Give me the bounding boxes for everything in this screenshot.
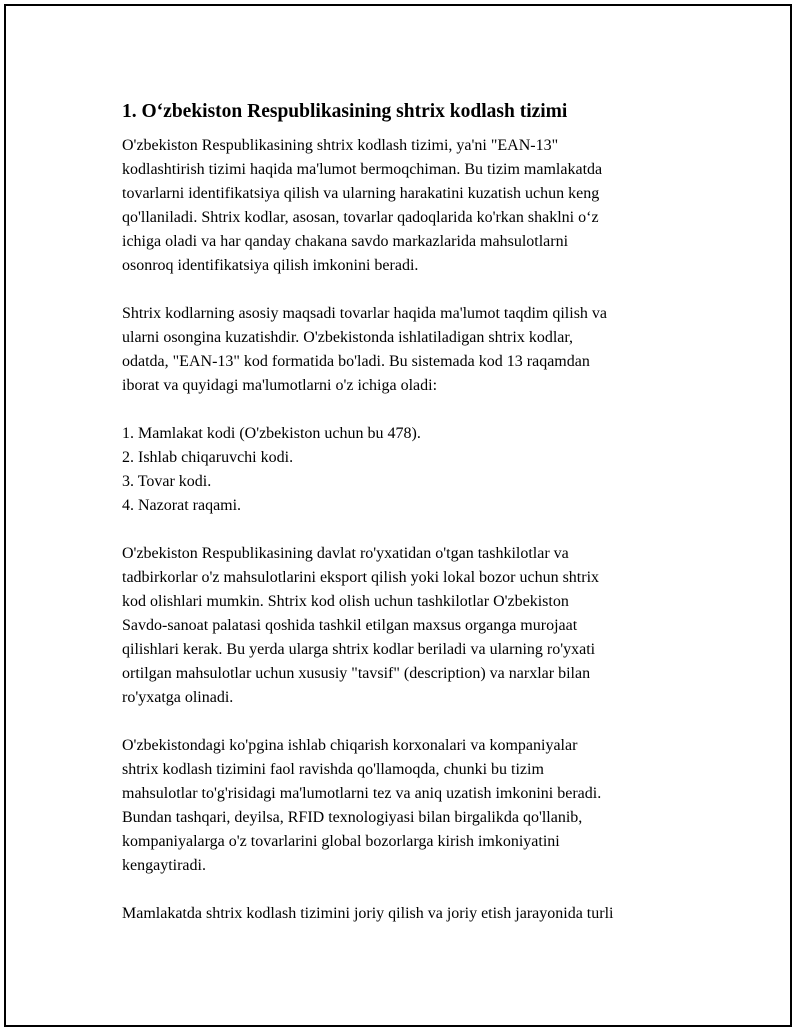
code-components-list: [122, 422, 722, 518]
text-line: qilishlari kerak. Bu yerda ularga shtrix kodlar beriladi va ularning ro'yxati: [122, 641, 596, 658]
text-line: kompaniyalarga o'z tovarlarini global bozorlarga kirish imkoniyatini: [122, 833, 560, 850]
document-body: [122, 99, 722, 950]
list-item: 4. Nazorat raqami.: [122, 497, 242, 514]
text-line: kodlashtirish tizimi haqida ma'lumot bermoqchiman. Bu tizim mamlakatda: [122, 161, 603, 178]
text-line: Savdo-sanoat palatasi qoshida tashkil etilgan maxsus organga murojaat: [122, 617, 578, 634]
list-item: 1. Mamlakat kodi (O'zbekiston uchun bu 478).: [122, 425, 421, 442]
text-line: osonroq identifikatsiya qilish imkonini beradi.: [122, 257, 419, 274]
text-line: O'zbekiston Respublikasining shtrix kodlash tizimi, ya'ni "EAN-13": [122, 137, 559, 154]
text-line: O'zbekistondagi ko'pgina ishlab chiqarish korxonalari va kompaniyalar: [122, 737, 578, 754]
list-item: 3. Tovar kodi.: [122, 473, 212, 490]
text-line: odatda, "EAN-13" kod formatida bo'ladi. Bu sistemada kod 13 raqamdan: [122, 353, 590, 370]
text-line: ro'yxatga olinadi.: [122, 689, 234, 706]
text-line: mahsulotlar to'g'risidagi ma'lumotlarni tez va aniq uzatish imkonini beradi.: [122, 785, 602, 802]
paragraph-intro: [122, 134, 722, 278]
page-frame: [4, 4, 792, 1027]
text-line: qo'llaniladi. Shtrix kodlar, asosan, tovarlar qadoqlarida ko'rkan shaklni o‘z: [122, 209, 599, 226]
paragraph-implementation: [122, 902, 722, 926]
text-line: Mamlakatda shtrix kodlash tizimini joriy qilish va joriy etish jarayonida turli: [122, 905, 614, 922]
text-line: kod olishlari mumkin. Shtrix kod olish uchun tashkilotlar O'zbekiston: [122, 593, 569, 610]
paragraph-purpose: [122, 302, 722, 398]
text-line: ichiga oladi va har qanday chakana savdo markazlarida mahsulotlarni: [122, 233, 569, 250]
text-line: ularni osongina kuzatishdir. O'zbekistonda ishlatiladigan shtrix kodlar,: [122, 329, 574, 346]
list-item: 2. Ishlab chiqaruvchi kodi.: [122, 449, 294, 466]
text-line: Bundan tashqari, deyilsa, RFID texnologiyasi bilan birgalikda qo'llanib,: [122, 809, 583, 826]
text-line: iborat va quyidagi ma'lumotlarni o'z ichiga oladi:: [122, 377, 438, 394]
text-line: ortilgan mahsulotlar uchun xususiy "tavsif" (description) va narxlar bilan: [122, 665, 591, 682]
paragraph-registration: [122, 542, 722, 710]
text-line: O'zbekiston Respublikasining davlat ro'yxatidan o'tgan tashkilotlar va: [122, 545, 569, 562]
text-line: tadbirkorlar o'z mahsulotlarini eksport qilish yoki lokal bozor uchun shtrix: [122, 569, 600, 586]
text-line: Shtrix kodlarning asosiy maqsadi tovarlar haqida ma'lumot taqdim qilish va: [122, 305, 608, 322]
text-line: kengaytiradi.: [122, 857, 206, 874]
text-line: tovarlarni identifikatsiya qilish va ularning harakatini kuzatish uchun keng: [122, 185, 600, 202]
document-title: 1. O‘zbekiston Respublikasining shtrix kodlash tizimi: [122, 101, 568, 122]
paragraph-adoption: [122, 734, 722, 878]
text-line: shtrix kodlash tizimini faol ravishda qo'llamoqda, chunki bu tizim: [122, 761, 544, 778]
